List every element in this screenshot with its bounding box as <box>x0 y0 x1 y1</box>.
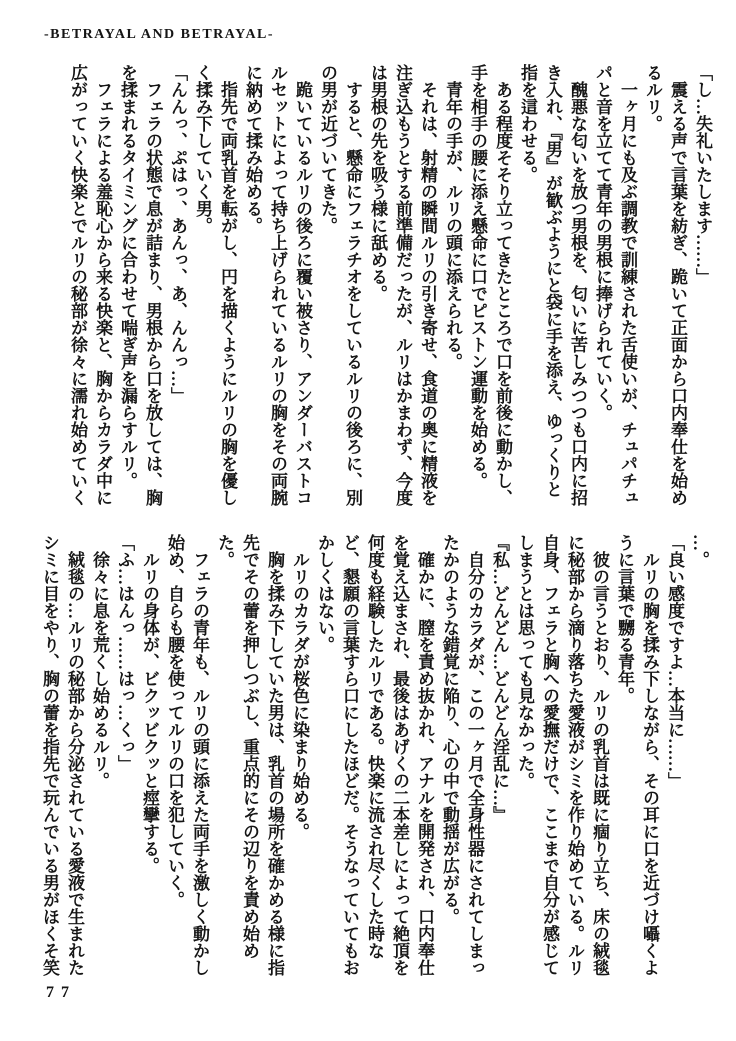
paragraph: 「し…失礼いたします……」 <box>693 64 712 285</box>
paragraph: 胸を揉み下していた男は、乳首の場所を確かめる様に指先でその蕾を押しつぶし、重点的にその辺りを責め始めた。 <box>215 534 284 976</box>
paragraph: 確かに、膣を責め抜かれ、アナルを開発され、口内奉仕を覚え込まされ、最後はあげくの二本差しによって絶頂を何度も経験したルリである。快楽に流され尽くした時など、懇願の言葉すら口にしたほどだ。そうなっていてもおかしくはない。 <box>315 534 434 976</box>
paragraph: ルリのカラダが桜色に染まり始める。 <box>290 534 309 840</box>
paragraph: 醜悪な匂いを放つ男根を、匂いに苦しみつつも口内に招き入れ、『男』が歓ぶようにと袋に手を添え、ゆっくりと指を這わせる。 <box>518 64 587 506</box>
paragraph: 跪いているルリの後ろに覆い被さり、アンダーバストコルセットによって持ち上げられているルリの胸をその両腕に納めて揉み始める。 <box>243 64 312 506</box>
paragraph: 絨毯の…ルリの秘部から分泌されている愛液で生まれたシミに目をやり、胸の蕾を指先で玩んでいる男がほくそ笑 <box>40 534 84 976</box>
paragraph: 指先で両乳首を転がし、円を描くようにルリの胸を優しく揉み下していく男。 <box>193 64 237 506</box>
paragraph: フェラの青年も、ルリの頭に添えた両手を激しく動かし始め、自らも腰を使ってルリの口を犯していく。 <box>165 534 209 976</box>
paragraph: ルリの身体が、ビクッビクッと痙攣する。 <box>140 534 159 874</box>
text-block-top <box>65 64 715 506</box>
paragraph: 「良い感度ですよ…本当に……」 <box>665 534 684 789</box>
paragraph: 青年の手が、ルリの頭に添えられる。 <box>443 64 462 370</box>
paragraph: 震える声で言葉を紡ぎ、跪いて正面から口内奉仕を始めるルリ。 <box>643 64 687 506</box>
paragraph: 「んんっ、ぷはっ、あんっ、あ、んんっ…」 <box>168 64 187 404</box>
page-number: 77 <box>46 984 76 1001</box>
paragraph: 徐々に息を荒くし始めるルリ。 <box>90 534 109 789</box>
paragraph: 一ヶ月にも及ぶ調教で訓練された舌使いが、チュパチュパと音を立てて青年の男根に捧げられていく。 <box>593 64 637 506</box>
paragraph: ルリの胸を揉み下しながら、その耳に口を近づけ囁くように言葉で嬲る青年。 <box>615 534 659 976</box>
page-header-title: -BETRAYAL AND BETRAYAL- <box>44 27 275 42</box>
paragraph: ある程度そそり立ってきたところで口を前後に動かし、手を相手の腰に添え懸命に口でピストン運動を始める。 <box>468 64 512 506</box>
paragraph: 「ふ…はんっ……はっ…くっ」 <box>115 534 134 772</box>
paragraph: それは、射精の瞬間ルリの引き寄せ、食道の奥に精液を注ぎ込もうとする前準備だったが、ルリはかまわず、今度は男根の先を吸う様に舐める。 <box>368 64 437 506</box>
paragraph: フェラによる羞恥心から来る快楽と、胸からカラダ中に広がっていく快楽とでルリの秘部が徐々に濡れ始めていく <box>68 64 112 506</box>
paragraph: …。 <box>690 534 709 568</box>
paragraph: すると、懸命にフェラチオをしているルリの後ろに、別の男が近づいてきた。 <box>318 64 362 506</box>
text-block-bottom <box>37 534 712 986</box>
paragraph: フェラの状態で息が詰まり、男根から口を放しては、胸を揉まれるタイミングに合わせて喘ぎ声を漏らすルリ。 <box>118 64 162 506</box>
paragraph: 彼の言うとおり、ルリの乳首は既に痼り立ち、床の絨毯に秘部から滴り落ちた愛液がシミを作り始めている。ルリ自身、フェラと胸への愛撫だけで、ここまで自分が感じてしまうとは思っても見なかった。 <box>515 534 609 976</box>
paragraph: 『私…どんどん…どんどん淫乱に…』 <box>490 534 509 823</box>
paragraph: 自分のカラダが、この一ヶ月で全身性器にされてしまったかのような錯覚に陥り、心の中で動揺が広がる。 <box>440 534 484 976</box>
